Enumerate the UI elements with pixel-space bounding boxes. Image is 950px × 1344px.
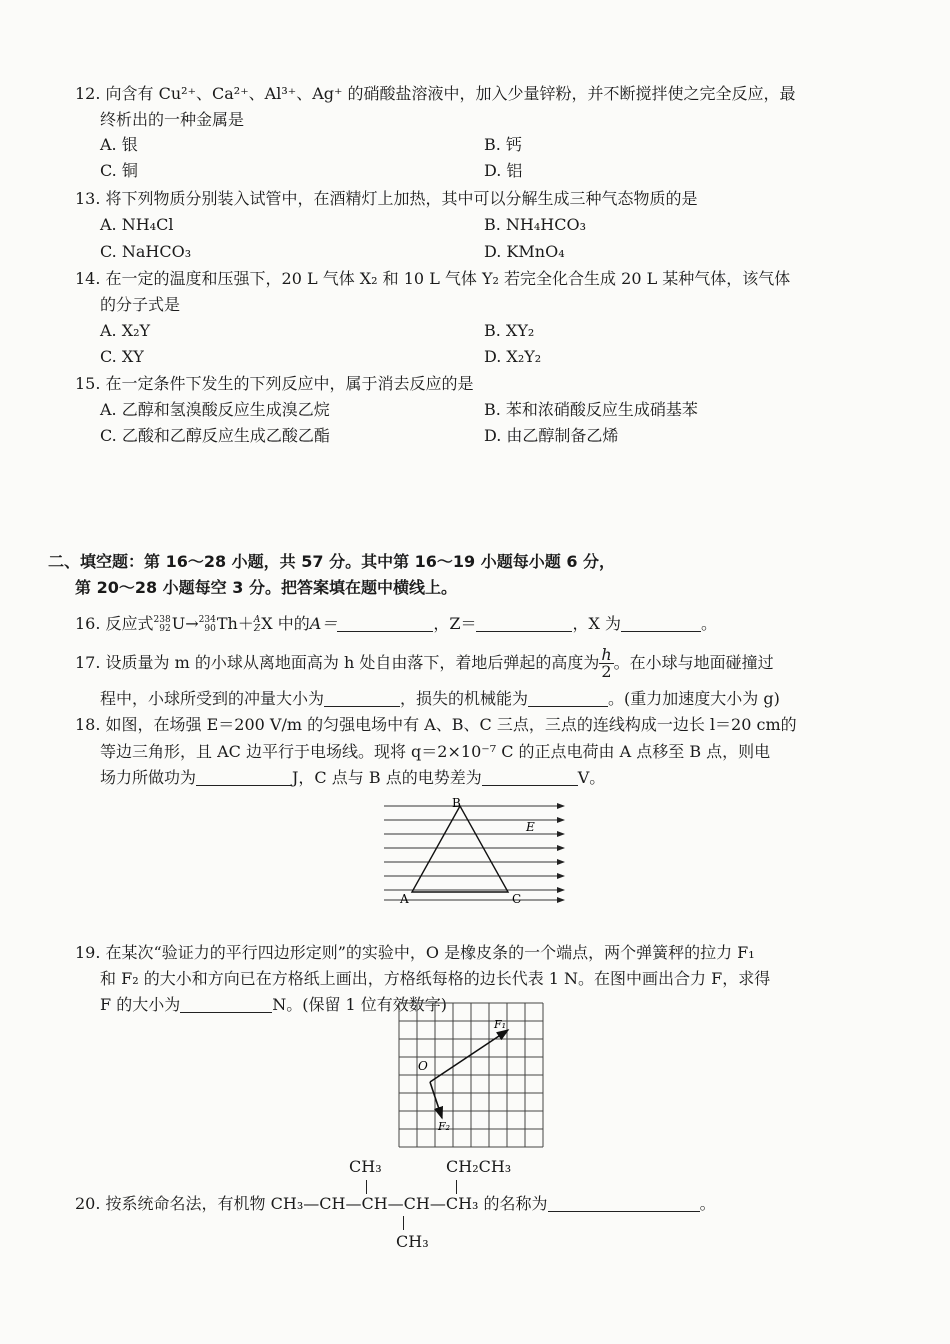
q17-blank-impulse[interactable] (324, 690, 400, 707)
q14-option-b: B. XY₂ (484, 321, 535, 340)
q17-note: 。(重力加速度大小为 g) (608, 689, 780, 708)
q16-a-label: A＝ (309, 614, 338, 633)
force-f2-vector (430, 1082, 442, 1118)
q18-stem-line1: 18. 如图，在场强 E＝200 V/m 的匀强电场中有 A、B、C 三点，三点的连线构成一边长 l＝20 cm的 (75, 715, 797, 734)
q18-blank-work[interactable] (196, 769, 292, 786)
q20-top-ch2ch3: CH₂CH₃ (446, 1157, 512, 1176)
q17-blank-energy[interactable] (528, 690, 608, 707)
q20-blank-name[interactable] (548, 1195, 700, 1212)
force-f1-vector (430, 1030, 508, 1082)
q20-main-chain: CH₃—CH—CH—CH—CH₃ (270, 1194, 479, 1213)
force-grid-figure (396, 1000, 546, 1150)
h-over-2-fraction: $\frac{h}{2}$ (601, 645, 612, 681)
q17-line2 (100, 688, 780, 710)
q17-impulse-label: 程中，小球所受到的冲量大小为 (100, 689, 325, 708)
q15-option-c: C. 乙酸和乙醇反应生成乙酸乙酯 (100, 426, 330, 445)
q14-stem-line1: 14. 在一定的温度和压强下，20 L 气体 X₂ 和 10 L 气体 Y₂ 若完全化合生成 20 L 某种气体，该气体 (75, 269, 791, 288)
q20-bond-top2 (456, 1180, 457, 1194)
q19-stem-line1: 19. 在某次“验证力的平行四边形定则”的实验中，O 是橡皮条的一个端点，两个弹簧秤的拉力 F₁ (75, 943, 755, 962)
u-isotope: 238 92 (153, 614, 171, 634)
q20-top-ch3: CH₃ (349, 1157, 382, 1176)
q17-stem-end: 。在小球与地面碰撞过 (613, 653, 774, 672)
q14-option-d: D. X₂Y₂ (484, 347, 542, 366)
field-e-label: E (526, 820, 535, 834)
x-symbol: X 中的 (261, 614, 310, 633)
point-c-label: C (512, 892, 522, 906)
th-symbol: Th＋ (216, 614, 254, 633)
q12-option-d: D. 铝 (484, 161, 523, 180)
f2-label: F₂ (438, 1120, 451, 1133)
q18-line3 (100, 767, 605, 789)
section2-heading-line1: 二、填空题：第 16～28 小题，共 57 分。其中第 16～19 小题每小题 6 分， (48, 552, 616, 571)
q16-blank-z[interactable] (476, 615, 572, 632)
q13-option-b: B. NH₄HCO₃ (484, 215, 587, 234)
q17-stem: 17. 设质量为 m 的小球从离地面高为 h 处自由落下，着地后弹起的高度为 (75, 653, 600, 672)
q20-line (75, 1193, 716, 1215)
origin-o-label: O (418, 1059, 428, 1073)
q16-blank-a[interactable] (337, 615, 433, 632)
q12-option-c: C. 铜 (100, 161, 138, 180)
q12-option-b: B. 钙 (484, 135, 522, 154)
q13-stem: 13. 将下列物质分别装入试管中，在酒精灯上加热，其中可以分解生成三种气态物质的是 (75, 189, 698, 208)
q19-note: N。(保留 1 位有效数字) (272, 995, 448, 1014)
q19-stem-line2: 和 F₂ 的大小和方向已在方格纸上画出，方格纸每格的边长代表 1 N。在图中画出合力 F，求得 (100, 969, 771, 988)
q13-option-a: A. NH₄Cl (100, 215, 174, 234)
point-a-label: A (400, 892, 409, 906)
q18-unit: V。 (577, 768, 606, 787)
q16-z-label: ，Z＝ (433, 614, 477, 633)
q13-option-c: C. NaHCO₃ (100, 242, 192, 261)
q18-blank-potential[interactable] (482, 769, 578, 786)
q20-stem: 20. 按系统命名法，有机物 (75, 1194, 266, 1213)
f1-label: F₁ (494, 1018, 507, 1031)
q14-option-c: C. XY (100, 347, 144, 366)
point-b-label: B (452, 796, 461, 810)
u-symbol: U→ (171, 614, 199, 633)
q12-stem-line2: 终析出的一种金属是 (100, 110, 245, 129)
triangle-abc (412, 806, 508, 892)
q15-option-d: D. 由乙醇制备乙烯 (484, 426, 619, 445)
q16-end: 。 (700, 614, 717, 633)
q15-option-b: B. 苯和浓硝酸反应生成硝基苯 (484, 400, 698, 419)
q16-blank-x[interactable] (621, 615, 701, 632)
q12-stem-line1: 12. 向含有 Cu²⁺、Ca²⁺、Al³⁺、Ag⁺ 的硝酸盐溶液中，加入少量锌粉，并不断搅拌使之完全反应，最 (75, 84, 796, 103)
q20-suffix: 的名称为 (483, 1194, 548, 1213)
q18-work-label: 场力所做功为 (100, 768, 197, 787)
q15-stem: 15. 在一定条件下发生的下列反应中，属于消去反应的是 (75, 374, 474, 393)
x-isotope: A Z (253, 614, 261, 634)
q19-line3 (100, 994, 447, 1016)
q15-option-a: A. 乙醇和氢溴酸反应生成溴乙烷 (100, 400, 330, 419)
q14-option-a: A. X₂Y (100, 321, 151, 340)
q17-line1 (75, 646, 774, 680)
q19-f-label: F 的大小为 (100, 995, 181, 1014)
th-isotope: 234 90 (198, 614, 216, 634)
q20-bond-top1 (366, 1180, 367, 1194)
q19-blank-f[interactable] (180, 996, 272, 1013)
q20-bottom-ch3: CH₃ (396, 1232, 429, 1251)
q14-stem-line2: 的分子式是 (100, 295, 181, 314)
q20-end: 。 (699, 1194, 716, 1213)
q17-energy-label: ，损失的机械能为 (400, 689, 529, 708)
q16-prefix: 16. 反应式 (75, 614, 154, 633)
q20-bond-bottom (403, 1216, 404, 1230)
q18-stem-line2: 等边三角形，且 AC 边平行于电场线。现将 q＝2×10⁻⁷ C 的正点电荷由 A 点移至 B 点，则电 (100, 742, 771, 761)
section2-heading-line2: 第 20～28 小题每空 3 分。把答案填在题中横线上。 (75, 578, 457, 597)
electric-field-figure (380, 796, 570, 906)
q18-potential-label: J，C 点与 B 点的电势差为 (292, 768, 482, 787)
q12-option-a: A. 银 (100, 135, 138, 154)
q16-line (75, 613, 717, 635)
q13-option-d: D. KMnO₄ (484, 242, 565, 261)
q16-x-label: ，X 为 (572, 614, 621, 633)
